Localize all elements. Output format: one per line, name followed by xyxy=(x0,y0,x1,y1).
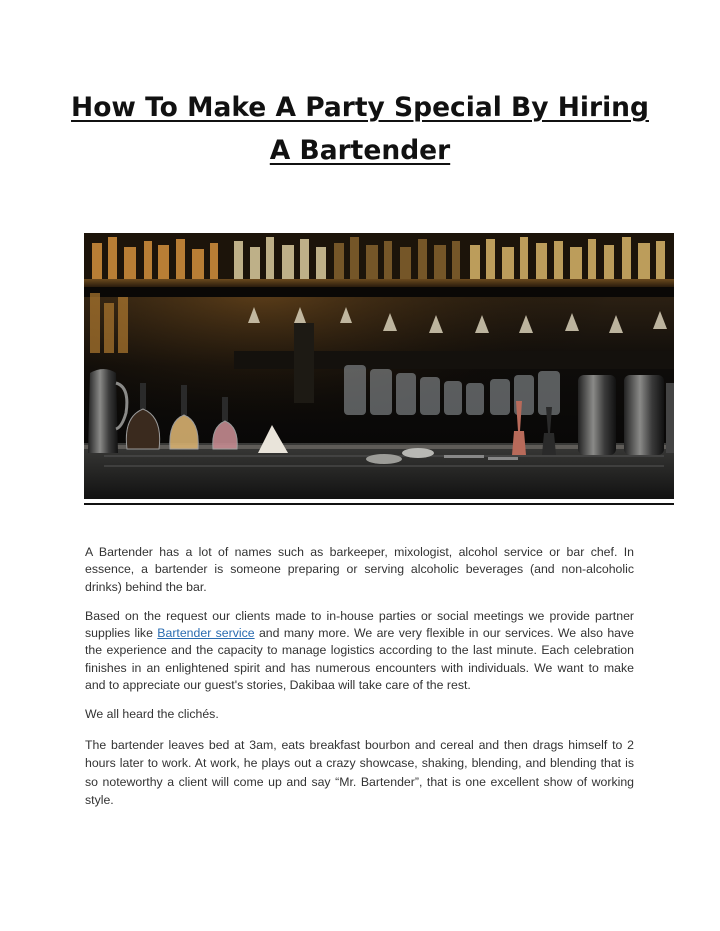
divider-rule xyxy=(84,503,674,505)
paragraph-2-rest: and many more. We are very flexible in our services. We also have the experience and the capacity to manage logistics according to the last minute. Each celebration finishes in an enlightened spirit and has numerous encounters with individuals. We want to make and to appreciate our guest's stories, Dakibaa will take care of the rest. xyxy=(85,626,634,693)
page-title: How To Make A Party Special By Hiring A Bartender xyxy=(71,92,649,166)
paragraph-1: A Bartender has a lot of names such as barkeeper, mixologist, alcohol service or bar chef. In essence, a bartender is someone preparing or serving alcoholic beverages (and non-alcoholic drinks) behind the bar. xyxy=(85,545,634,594)
paragraph-3: We all heard the clichés. xyxy=(85,707,219,722)
paragraph-2 xyxy=(85,608,634,694)
article-body xyxy=(85,544,634,822)
bar-counter-photo xyxy=(84,233,674,499)
paragraph-2-lead: Based on the request our clients made to in-house parties or social meetings we provide partner supplies like xyxy=(85,608,634,641)
bartender-service-link[interactable]: Bartender service xyxy=(157,626,255,641)
paragraph-4: The bartender leaves bed at 3am, eats breakfast bourbon and cereal and then drags himself to 2 hours later to work. At work, he plays out a crazy showcase, shaking, blending, and blending that is so noteworthy a client will come up and say “Mr. Bartender”, that is one excellent show of working style. xyxy=(85,737,634,808)
